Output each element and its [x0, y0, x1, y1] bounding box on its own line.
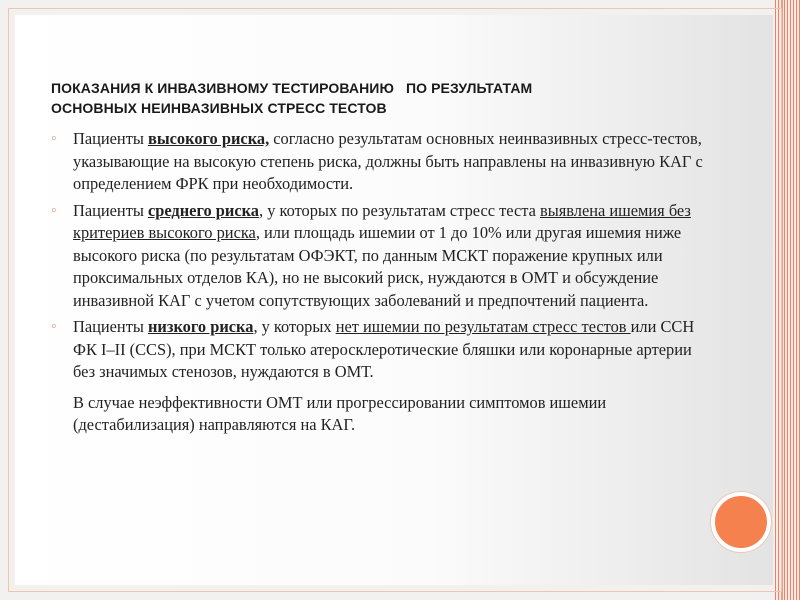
bullet-icon: ◦ — [51, 201, 57, 219]
emphasis-low-risk: низкого риска — [147, 317, 254, 336]
slide-body — [51, 128, 711, 437]
slide-title-line-2: ОСНОВНЫХ НЕИНВАЗИВНЫХ СТРЕСС ТЕСТОВ — [51, 100, 387, 116]
emphasis-medium-risk: среднего риска — [147, 200, 259, 220]
bullet-text: или ССН ФК I–II (CCS), при МСКТ только атеросклеротические бляшки или коронарные артерии без значимых стенозов, нуждаются в ОМТ. — [73, 317, 695, 381]
bullet-text: , у которых по результатам стресс теста — [259, 200, 540, 220]
bullet-icon: ◦ — [51, 130, 57, 147]
bullet-text: Пациенты — [73, 129, 148, 148]
bullet-icon: ◦ — [51, 318, 57, 335]
bullet-text: согласно результатам основных неинвазивных стресс-тестов, указывающие на высокую степень риска, должны быть направлены на инвазивную КАГ с определением ФРК при необходимости. — [73, 129, 703, 193]
bullet-text: Пациенты — [73, 200, 148, 220]
bullet-text: , или площадь ишемии от 1 до 10% или другая ишемия ниже высокого риска (по результатам ОФЭКТ, по данным МСКТ поражение крупных или проксимальных отделов КА), но не высокий риск, нуждаются в ОМТ и обсуждение инвазивной КАГ с учетом сопутствующих заболеваний и предпочтений пациента. — [73, 223, 682, 310]
slide-title-line-1: ПОКАЗАНИЯ К ИНВАЗИВНОМУ ТЕСТИРОВАНИЮ ПО РЕЗУЛЬТАТАМ — [51, 80, 533, 96]
bullet-high-risk — [51, 128, 711, 196]
bullet-low-risk — [51, 316, 711, 384]
bullet-medium-risk — [51, 200, 711, 313]
underlined-ischemia: выявлена ишемия без критериев высокого риска — [73, 200, 691, 242]
emphasis-high-risk: высокого риска, — [147, 129, 270, 148]
bullet-text: Пациенты — [73, 317, 148, 336]
closing-paragraph: В случае неэффективности ОМТ или прогрессировании симптомов ишемии (дестабилизация) направляются на КАГ. — [73, 392, 607, 434]
underlined-no-ischemia: нет ишемии по результатам стресс тестов — [335, 317, 631, 336]
decorative-circle-icon — [711, 492, 771, 552]
bullet-text: , у которых — [253, 317, 336, 336]
slide-title — [51, 78, 711, 118]
